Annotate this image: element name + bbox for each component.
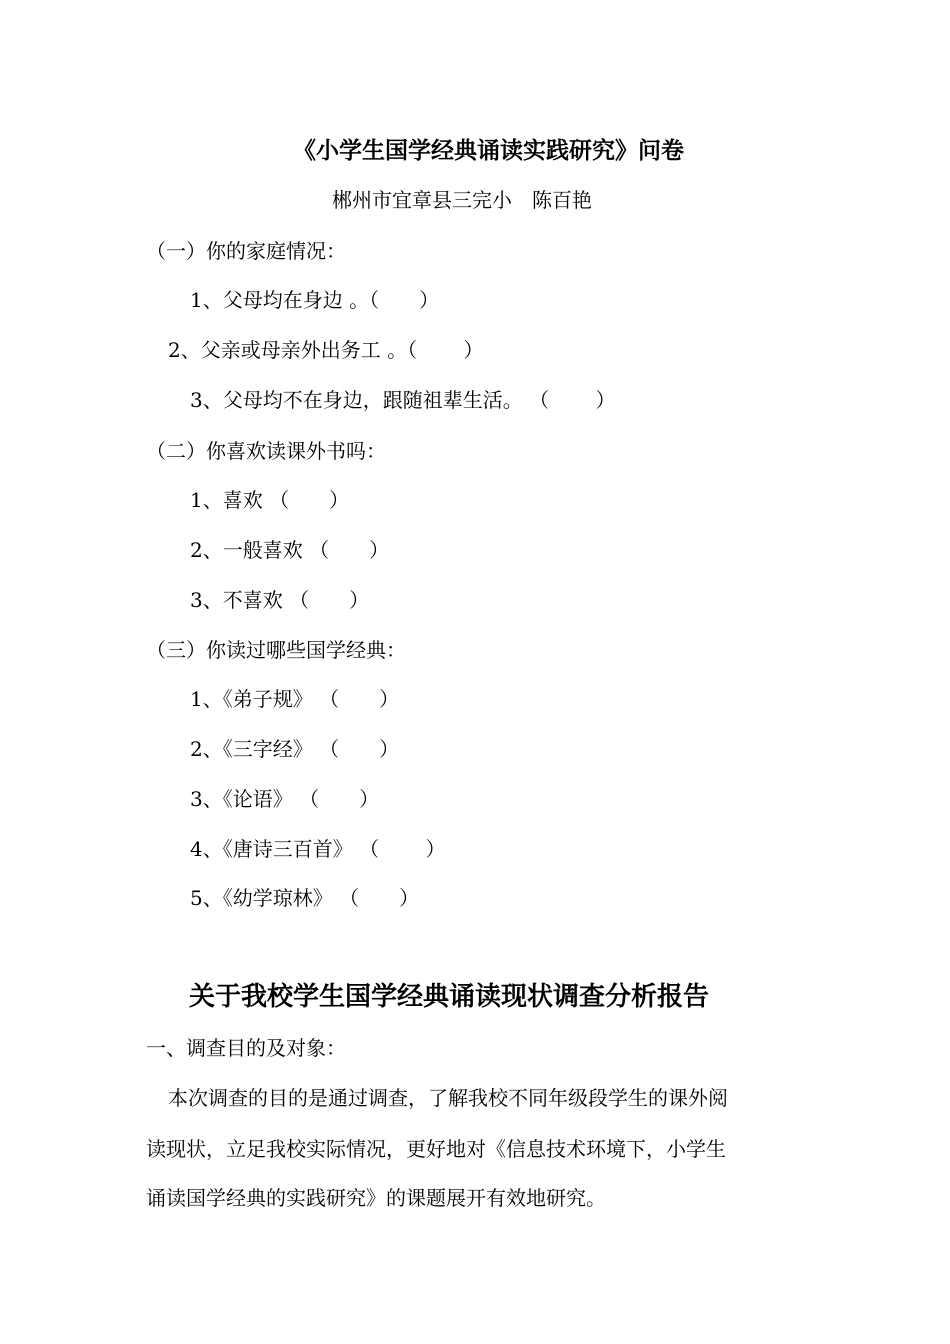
option-item: 4、《唐诗三百首》 （ ） — [190, 837, 446, 861]
option-item: 1、《弟子规》 （ ） — [190, 687, 400, 711]
report-section-heading: 一、调查目的及对象： — [146, 1036, 346, 1060]
section-heading-reading: （二）你喜欢读课外书吗： — [146, 439, 386, 463]
option-item: 1、父母均在身边 。（ ） — [190, 288, 440, 312]
option-item: 3、父母均不在身边，跟随祖辈生活。 （ ） — [190, 388, 616, 412]
report-paragraph-line: 诵读国学经典的实践研究》的课题展开有效地研究。 — [146, 1186, 606, 1210]
option-item: 2、《三字经》 （ ） — [190, 737, 400, 761]
option-item: 1、喜欢 （ ） — [190, 488, 350, 512]
questionnaire-title: 《小学生国学经典诵读实践研究》问卷 — [293, 137, 684, 164]
report-paragraph-line: 本次调查的目的是通过调查，了解我校不同年级段学生的课外阅 — [168, 1086, 728, 1110]
questionnaire-author: 郴州市宜章县三完小 陈百艳 — [332, 188, 592, 212]
report-title: 关于我校学生国学经典诵读现状调查分析报告 — [189, 982, 710, 1012]
option-item: 3、不喜欢 （ ） — [190, 588, 370, 612]
section-heading-classics: （三）你读过哪些国学经典： — [146, 638, 406, 662]
option-item: 2、一般喜欢 （ ） — [190, 538, 390, 562]
report-paragraph-line: 读现状，立足我校实际情况，更好地对《信息技术环境下，小学生 — [146, 1137, 726, 1161]
section-heading-family: （一）你的家庭情况： — [146, 239, 346, 263]
option-item: 3、《论语》 （ ） — [190, 787, 380, 811]
option-item: 5、《幼学琼林》 （ ） — [190, 886, 420, 910]
option-item: 2、父亲或母亲外出务工 。（ ） — [168, 338, 484, 362]
